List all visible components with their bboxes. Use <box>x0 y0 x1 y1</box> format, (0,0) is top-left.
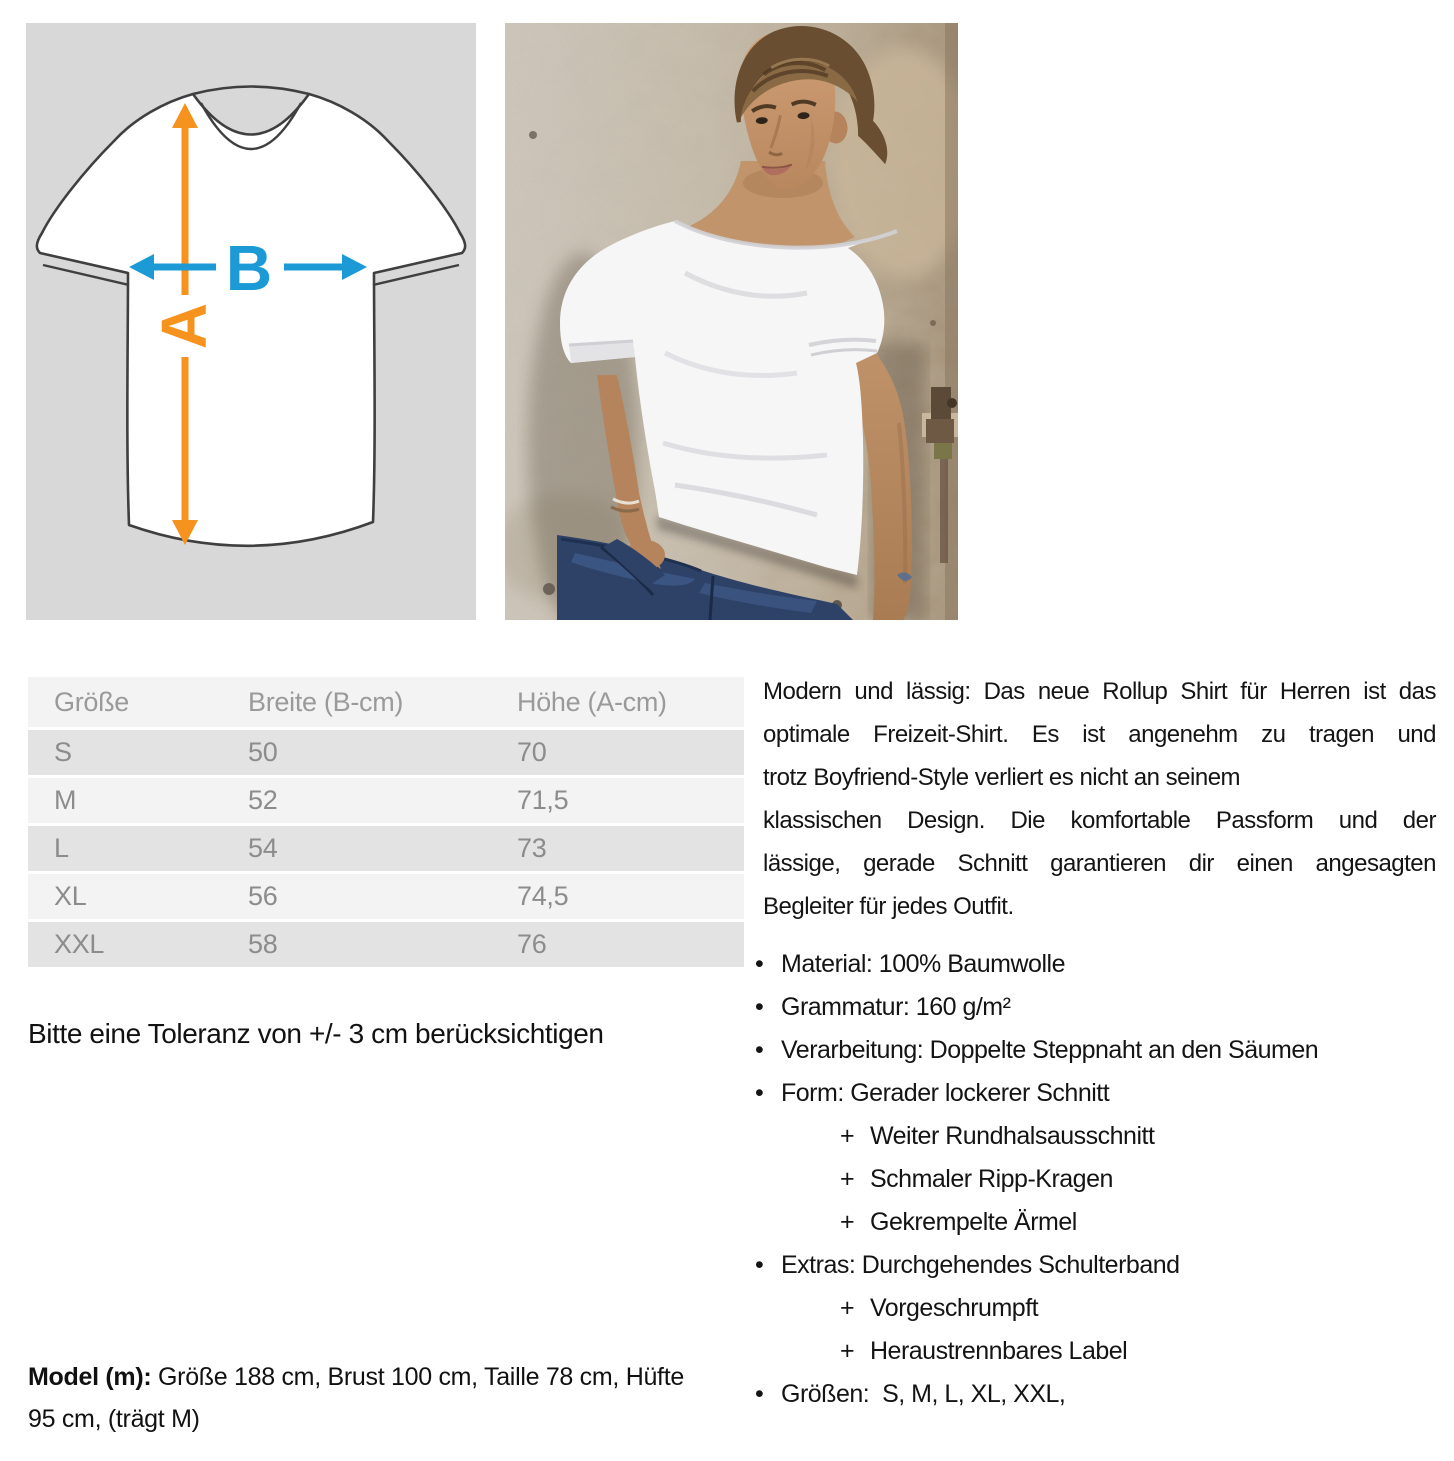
breite-cell: 58 <box>248 929 278 959</box>
feature-text: Verarbeitung: Doppelte Steppnaht an den Säumen <box>781 1036 1319 1064</box>
feature-text: Heraustrennbares Label <box>870 1337 1128 1365</box>
model-photo <box>505 23 958 620</box>
description-paragraph <box>763 670 1436 928</box>
feature-text: Schmaler Ripp-Kragen <box>870 1165 1113 1193</box>
feature-subitem-rundhals <box>755 1122 1436 1165</box>
table-row-l <box>28 823 744 871</box>
product-description <box>755 670 1436 1423</box>
description-line: Modern und lässig: Das neue Rollup Shirt für Herren ist das <box>763 678 1436 705</box>
size-cell: M <box>54 785 77 815</box>
plus-marker: + <box>840 1337 855 1365</box>
tshirt-outline <box>37 87 465 546</box>
model-info-line2: 95 cm, (trägt M) <box>28 1405 200 1433</box>
feature-text: Weiter Rundhalsausschnitt <box>870 1122 1155 1150</box>
feature-item-extras <box>755 1251 1436 1294</box>
size-table-header-row <box>28 677 744 727</box>
tolerance-note: Bitte eine Toleranz von +/- 3 cm berücksichtigen <box>28 1018 604 1049</box>
bullet-marker: • <box>755 993 764 1021</box>
feature-item-form <box>755 1079 1436 1122</box>
table-row-xl <box>28 871 744 919</box>
breite-cell: 56 <box>248 881 278 911</box>
col-header-hoehe: Höhe (A-cm) <box>517 686 667 717</box>
hoehe-cell: 76 <box>517 929 547 959</box>
collar-back <box>193 87 309 95</box>
size-cell: XXL <box>54 929 105 959</box>
feature-item-material <box>755 950 1436 993</box>
feature-item-verarbeitung <box>755 1036 1436 1079</box>
model-photo-illustration <box>505 23 958 620</box>
col-header-breite: Breite (B-cm) <box>248 686 404 717</box>
table-row-xxl <box>28 919 744 967</box>
plus-marker: + <box>840 1165 855 1193</box>
description-line: optimale Freizeit-Shirt. Es ist angenehm zu tragen und <box>763 721 1436 748</box>
bullet-marker: • <box>755 1380 764 1408</box>
size-cell: XL <box>54 881 87 911</box>
model-info-measurements: Größe 188 cm, Brust 100 cm, Taille 78 cm, Hüfte <box>151 1363 684 1391</box>
feature-text: Material: 100% Baumwolle <box>781 950 1065 978</box>
tshirt-measure-illustration <box>26 23 476 620</box>
feature-subitem-label <box>755 1337 1436 1380</box>
size-table <box>28 677 744 967</box>
feature-subitem-aermel <box>755 1208 1436 1251</box>
feature-list <box>755 950 1436 1423</box>
hoehe-cell: 73 <box>517 833 547 863</box>
measure-a-label: A <box>148 302 221 350</box>
size-cell: S <box>54 737 72 767</box>
feature-text: Vorgeschrumpft <box>870 1294 1039 1322</box>
measure-b-label: B <box>225 232 273 305</box>
table-row-s <box>28 727 744 775</box>
model-info-label: Model (m): <box>28 1363 152 1391</box>
size-cell: L <box>54 833 69 863</box>
bullet-marker: • <box>755 1036 764 1064</box>
feature-text: Form: Gerader lockerer Schnitt <box>781 1079 1110 1107</box>
description-line: lässige, gerade Schnitt garantieren dir einen angesagten <box>763 850 1436 877</box>
hoehe-cell: 74,5 <box>517 881 569 911</box>
breite-cell: 50 <box>248 737 278 767</box>
feature-text: Extras: Durchgehendes Schulterband <box>781 1251 1180 1279</box>
breite-cell: 52 <box>248 785 278 815</box>
feature-text: Grammatur: 160 g/m² <box>781 993 1011 1021</box>
model-info-line1 <box>28 1356 744 1398</box>
feature-item-grammatur <box>755 993 1436 1036</box>
table-row-m <box>28 775 744 823</box>
plus-marker: + <box>840 1208 855 1236</box>
bullet-marker: • <box>755 1251 764 1279</box>
bullet-marker: • <box>755 1079 764 1107</box>
description-line: klassischen Design. Die komfortable Passform und der <box>763 807 1436 834</box>
bullet-marker: • <box>755 950 764 978</box>
col-header-groesse: Größe <box>54 686 130 717</box>
model-info <box>28 1356 744 1440</box>
feature-item-groessen <box>755 1380 1436 1423</box>
hoehe-cell: 70 <box>517 737 547 767</box>
description-line: trotz Boyfriend-Style verliert es nicht an seinem <box>763 764 1241 791</box>
feature-subitem-rippkragen <box>755 1165 1436 1208</box>
plus-marker: + <box>840 1294 855 1322</box>
plus-marker: + <box>840 1122 855 1150</box>
feature-text: Gekrempelte Ärmel <box>870 1208 1077 1236</box>
description-line: Begleiter für jedes Outfit. <box>763 893 1014 920</box>
breite-cell: 54 <box>248 833 278 863</box>
feature-text: Größen: S, M, L, XL, XXL, <box>781 1380 1066 1408</box>
feature-subitem-vorgeschrumpft <box>755 1294 1436 1337</box>
size-diagram <box>26 23 476 620</box>
hoehe-cell: 71,5 <box>517 785 569 815</box>
